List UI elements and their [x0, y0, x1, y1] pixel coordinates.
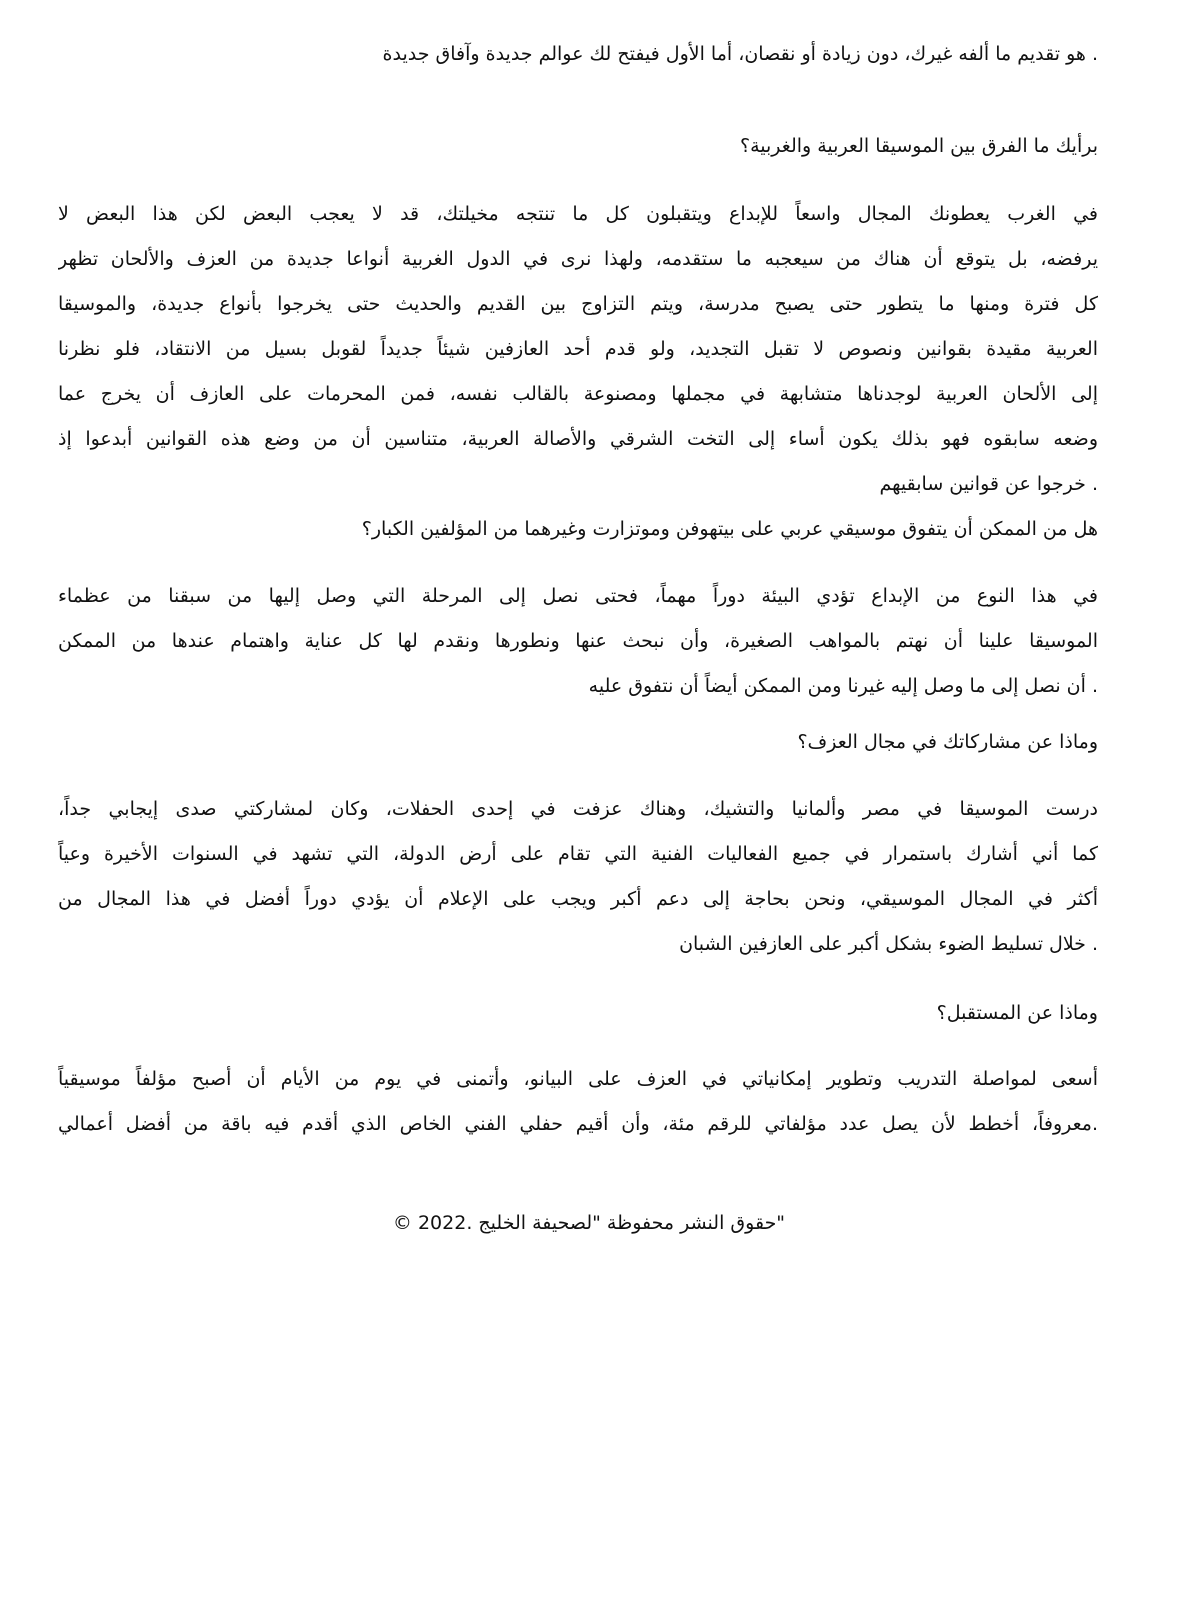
copyright-notice: "حقوق النشر محفوظة "لصحيفة الخليج .2022 ©	[392, 1212, 786, 1234]
question-line: وماذا عن مشاركاتك في مجال العزف؟	[797, 731, 1098, 753]
answer-line: . خرجوا عن قوانين سابقيهم	[879, 473, 1098, 495]
answer-line: . هو تقديم ما ألفه غيرك، دون زيادة أو نقصان، أما الأول فيفتح لك عوالم جديدة وآفاق جديدة	[382, 43, 1098, 65]
answer-line: أسعى لمواصلة التدريب وتطوير إمكانياتي في العزف على البيانو، وأتمنى في يوم من الأيام أن أصبح مؤلفاً موسيقياً	[58, 1068, 1098, 1090]
answer-line: العربية مقيدة بقوانين ونصوص لا تقبل التجديد، ولو قدم أحد العازفين شيئاً جديداً لقوبل بسيل من الانتقاد، فلو نظرنا	[58, 338, 1098, 360]
answer-line: أكثر في المجال الموسيقي، ونحن بحاجة إلى دعم أكبر ويجب على الإعلام أن يؤدي دوراً أفضل في هذا المجال من	[58, 888, 1098, 910]
question-line: هل من الممكن أن يتفوق موسيقي عربي على بيتهوفن وموتزارت وغيرهما من المؤلفين الكبار؟	[361, 518, 1098, 540]
answer-line: درست الموسيقا في مصر وألمانيا والتشيك، وهناك عزفت في إحدى الحفلات، وكان لمشاركتي صدى إيجابي جداً،	[58, 798, 1098, 820]
answer-line: .معروفاً، أخطط لأن يصل عدد مؤلفاتي للرقم مئة، وأن أقيم حفلي الفني الخاص الذي أقدم فيه باقة من أفضل أعمالي	[58, 1113, 1098, 1135]
answer-line: كل فترة ومنها ما يتطور حتى يصبح مدرسة، ويتم التزاوج بين القديم والحديث حتى يخرجوا بأنواع جديدة، والموسيقا	[58, 293, 1098, 315]
answer-line: إلى الألحان العربية لوجدناها متشابهة في مجملها ومصنوعة بالقالب نفسه، فمن المحرمات على العازف أن يخرج عما	[58, 383, 1098, 405]
answer-line: في الغرب يعطونك المجال واسعاً للإبداع ويتقبلون كل ما تنتجه مخيلتك، قد لا يعجب البعض لكن هذا البعض لا	[58, 203, 1098, 225]
answer-line: . أن نصل إلى ما وصل إليه غيرنا ومن الممكن أيضاً أن نتفوق عليه	[588, 675, 1098, 697]
answer-line: في هذا النوع من الإبداع تؤدي البيئة دوراً مهماً، فحتى نصل إلى المرحلة التي وصل إليها من سبقنا من عظماء	[58, 585, 1098, 607]
answer-line: يرفضه، بل يتوقع أن هناك من سيعجبه ما ستقدمه، ولهذا نرى في الدول الغربية أنواعا جديدة من العزف والألحان تظهر	[58, 248, 1098, 270]
answer-line: وضعه سابقوه فهو بذلك يكون أساء إلى التخت الشرقي والأصالة العربية، متناسين أن من وضع هذه القوانين أبدعوا إذ	[58, 428, 1098, 450]
answer-line: الموسيقا علينا أن نهتم بالمواهب الصغيرة، وأن نبحث عنها ونطورها ونقدم لها كل عناية واهتمام عندها من الممكن	[58, 630, 1098, 652]
answer-line: كما أني أشارك باستمرار في جميع الفعاليات الفنية التي تقام على أرض الدولة، التي تشهد في السنوات الأخيرة وعياً	[58, 843, 1098, 865]
answer-line: . خلال تسليط الضوء بشكل أكبر على العازفين الشبان	[679, 933, 1098, 955]
question-line: برأيك ما الفرق بين الموسيقا العربية والغربية؟	[740, 135, 1098, 157]
question-line: وماذا عن المستقبل؟	[936, 1002, 1098, 1024]
